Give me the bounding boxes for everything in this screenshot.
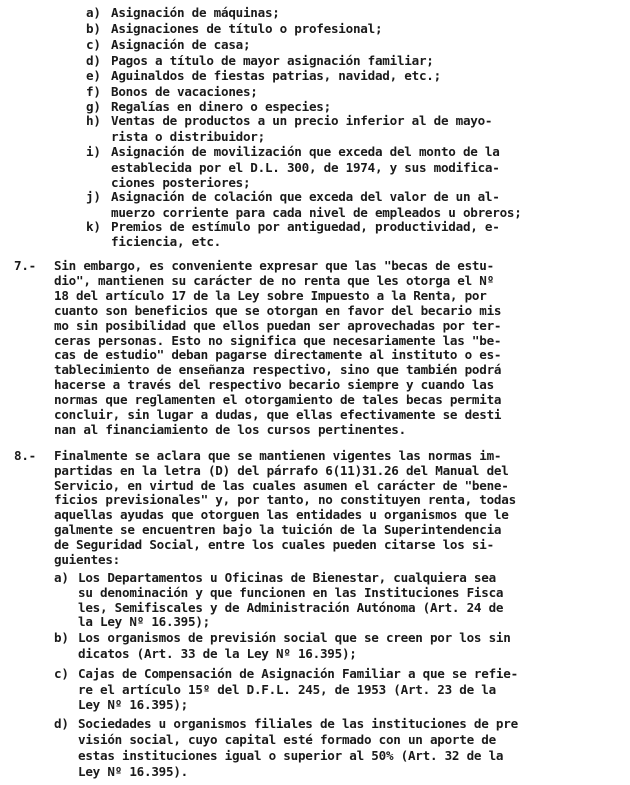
list-item-text: les, Semifiscales y de Administración Autónoma (Art. 24 de xyxy=(78,600,504,615)
paragraph-line: ceras personas. Esto no significa que necesariamente las "be- xyxy=(54,332,502,348)
list-item-text: Regalías en dinero o especies; xyxy=(111,99,331,114)
paragraph-line: dio", mantienen su carácter de no renta que les otorga el Nº xyxy=(54,272,494,288)
list-item-marker: d) xyxy=(86,53,101,68)
paragraph-line: concluir, sin lugar a dudas, que ellas efectivamente se desti xyxy=(54,407,502,422)
paragraph-line: nan al financiamiento de los cursos pertinentes. xyxy=(54,421,406,437)
list-item-text: re el artículo 15º del D.F.L. 245, de 1953 (Art. 23 de la xyxy=(78,682,496,697)
list-item-text: Asignación de casa; xyxy=(111,37,251,52)
list-item-text: Pagos a título de mayor asignación familiar; xyxy=(111,53,434,68)
paragraph-line: partidas en la letra (D) del párrafo 6(11)31.26 del Manual del xyxy=(54,462,509,478)
list-item-text: Sociedades u organismos filiales de las instituciones de pre xyxy=(78,716,518,731)
paragraph-line: Servicio, en virtud de las cuales asumen el carácter de "bene- xyxy=(54,477,509,493)
list-item-text: establecida por el D.L. 300, de 1974, y sus modifica- xyxy=(111,160,500,175)
list-item-marker: c) xyxy=(54,666,69,681)
paragraph-line: aquellas ayudas que otorguen las entidades u organismos que le xyxy=(54,507,509,523)
list-item-text: Los Departamentos u Oficinas de Bienestar, cualquiera sea xyxy=(78,570,496,585)
list-item-text: Asignación de colación que exceda del valor de un al- xyxy=(111,189,500,204)
paragraph-line: mo sin posibilidad que ellos puedan ser aprovechadas por ter- xyxy=(54,317,502,333)
paragraph-number: 8.- xyxy=(14,448,36,463)
list-item-text: ciones posteriores; xyxy=(111,175,251,190)
list-item-text: Asignaciones de título o profesional; xyxy=(111,21,383,36)
list-item-marker: h) xyxy=(86,113,101,128)
list-item-text: Ley Nº 16.395); xyxy=(78,697,188,712)
paragraph-line: de Seguridad Social, entre los cuales pueden citarse los si- xyxy=(54,536,494,552)
paragraph-line: Finalmente se aclara que se mantienen vigentes las normas im- xyxy=(54,448,502,463)
list-item-text: Aguinaldos de fiestas patrias, navidad, etc.; xyxy=(111,68,441,83)
list-item-marker: k) xyxy=(86,219,101,234)
paragraph-line: guientes: xyxy=(54,551,120,567)
list-item-marker: j) xyxy=(86,189,101,204)
paragraph-line: galmente se encuentren bajo la tuición de la Superintendencia xyxy=(54,522,502,537)
list-item-text: Ley Nº 16.395). xyxy=(78,764,188,779)
paragraph-number: 7.- xyxy=(14,258,36,273)
paragraph-line: cas de estudio" deban pagarse directamente al instituto o es- xyxy=(54,347,502,363)
paragraph-line: ficios previsionales" y, por tanto, no constituyen renta, todas xyxy=(54,492,516,508)
paragraph-line: 18 del artículo 17 de la Ley sobre Impuesto a la Renta, por xyxy=(54,287,487,303)
list-item-text: visión social, cuyo capital esté formado con un aporte de xyxy=(78,732,496,747)
list-item-text: Asignación de movilización que exceda del monto de la xyxy=(111,144,500,159)
list-item-text: ficiencia, etc. xyxy=(111,234,221,249)
paragraph-line: Sin embargo, es conveniente expresar que las "becas de estu- xyxy=(54,258,494,273)
list-item-text: muerzo corriente para cada nivel de empleados u obreros; xyxy=(111,205,522,220)
list-item-text: Los organismos de previsión social que se creen por los sin xyxy=(78,630,511,645)
paragraph-line: normas que reglamenten el otorgamiento de tales becas permita xyxy=(54,392,502,408)
paragraph-line: hacerse a través del respectivo becario siempre y cuando las xyxy=(54,377,494,393)
paragraph-line: tablecimiento de enseñanza respectivo, sino que también podrá xyxy=(54,362,502,378)
list-item-text: rista o distribuidor; xyxy=(111,129,265,144)
list-item-marker: b) xyxy=(86,21,101,36)
list-item-marker: c) xyxy=(86,37,101,52)
list-item-text: Asignación de máquinas; xyxy=(111,5,280,20)
list-item-text: Ventas de productos a un precio inferior al de mayo- xyxy=(111,113,493,128)
list-item-marker: g) xyxy=(86,99,101,114)
list-item-marker: d) xyxy=(54,716,69,731)
list-item-text: la Ley Nº 16.395); xyxy=(78,614,210,629)
list-item-text: Premios de estímulo por antiguedad, productividad, e- xyxy=(111,219,500,234)
list-item-marker: f) xyxy=(86,84,101,99)
list-item-text: Cajas de Compensación de Asignación Familiar a que se refie- xyxy=(78,666,518,681)
list-item-marker: a) xyxy=(86,5,101,20)
paragraph-line: cuanto son beneficios que se otorgan en favor del becario mis xyxy=(54,302,502,318)
list-item-marker: i) xyxy=(86,144,101,159)
list-item-marker: e) xyxy=(86,68,101,83)
list-item-marker: b) xyxy=(54,630,69,645)
list-item-text: dicatos (Art. 33 de la Ley Nº 16.395); xyxy=(78,646,357,661)
list-item-text: Bonos de vacaciones; xyxy=(111,84,258,99)
list-item-marker: a) xyxy=(54,570,69,585)
list-item-text: su denominación y que funcionen en las Instituciones Fisca xyxy=(78,585,504,600)
list-item-text: estas instituciones igual o superior al 50% (Art. 32 de la xyxy=(78,748,504,763)
